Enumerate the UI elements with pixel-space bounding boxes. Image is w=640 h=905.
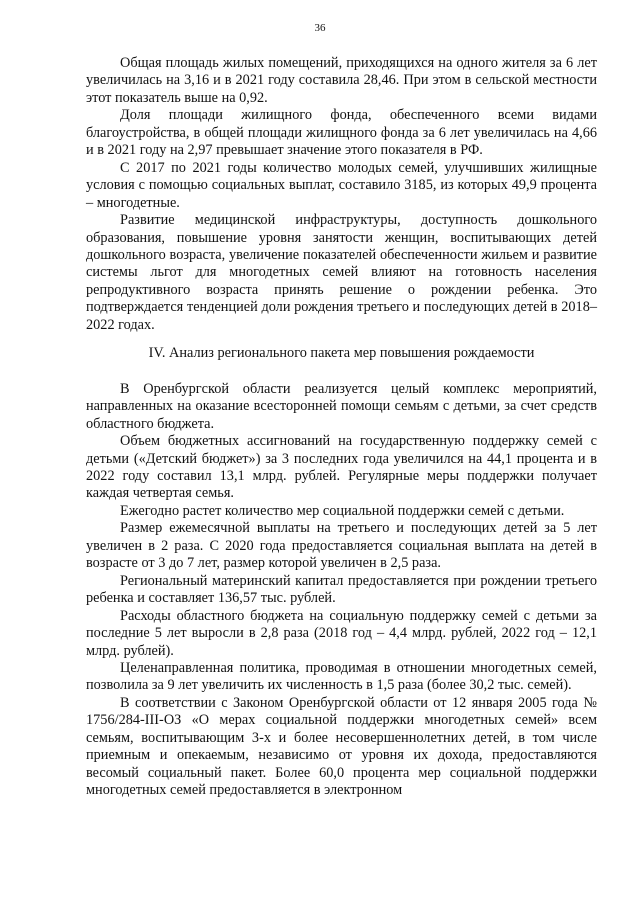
page-body bbox=[86, 55, 597, 800]
page-number: 36 bbox=[314, 22, 326, 34]
paragraph-budget-expenses: Расходы областного бюджета на социальную поддержку семей с детьми за последние 5 лет выросли в 2,8 раза (2018 год – 4,4 млрд. рублей, 2022 год – 12,1 млрд. рублей). bbox=[86, 607, 597, 659]
paragraph-housing-amenities: Доля площади жилищного фонда, обеспеченного всеми видами благоустройства, в общей площади жилищного фонда за 6 лет увеличилась на 4,66 и в 2021 году на 2,97 превышает значение этого показателя в РФ. bbox=[86, 107, 597, 159]
paragraph-birth-factors: Развитие медицинской инфраструктуры, доступность дошкольного образования, повышение уровня занятости женщин, воспитывающих детей дошкольного возраста, увеличение показателей обеспеченности жильем и развитие системы льгот для многодетных семей влияют на готовность населения репродуктивного возраста принять решение о рождении ребенка. Это подтверждается тенденцией доли рождения третьего и последующих детей в 2018– 2022 годах. bbox=[86, 212, 597, 333]
paragraph-regional-measures: В Оренбургской области реализуется целый комплекс мероприятий, направленных на оказание всесторонней помощи семьям с детьми, за счет средств областного бюджета. bbox=[86, 380, 597, 432]
paragraph-support-growth: Ежегодно растет количество мер социальной поддержки семей с детьми. bbox=[120, 502, 565, 519]
paragraph-regional-law: В соответствии с Законом Оренбургской области от 12 января 2005 года № 1756/284-III-ОЗ «О мерах социальной поддержки многодетных семей» всем семьям, воспитывающим 3-х и более несовершеннолетних детей, в том числе приемным и опекаемым, независимо от уровня их дохода, предоставляются весомый социальный пакет. Более 60,0 процента мер социальной поддержки многодетных семей предоставляется в электронном bbox=[86, 694, 597, 799]
paragraph-living-space: Общая площадь жилых помещений, приходящихся на одного жителя за 6 лет увеличилась на 3,16 и в 2021 году составила 28,46. При этом в сельской местности этот показатель выше на 0,92. bbox=[86, 55, 597, 106]
paragraph-maternity-capital: Региональный материнский капитал предоставляется при рождении третьего ребенка и составляет 136,57 тыс. рублей. bbox=[86, 572, 597, 607]
paragraph-young-families: С 2017 по 2021 годы количество молодых семей, улучшивших жилищные условия с помощью социальных выплат, составило 3185, из которых 49,9 процента – многодетные. bbox=[86, 159, 597, 211]
paragraph-child-budget: Объем бюджетных ассигнований на государственную поддержку семей с детьми («Детский бюджет») за 3 последних года увеличился на 44,1 процента и в 2022 году составил 13,1 млрд. рублей. Регулярные меры поддержки получает каждая четвертая семья. bbox=[86, 433, 597, 502]
paragraph-large-families-policy: Целенаправленная политика, проводимая в отношении многодетных семей, позволила за 9 лет увеличить их численность в 1,5 раза (более 30,2 тыс. семей). bbox=[86, 659, 597, 694]
section-heading: IV. Анализ регионального пакета мер повышения рождаемости bbox=[148, 345, 535, 362]
paragraph-monthly-payment: Размер ежемесячной выплаты на третьего и последующих детей за 5 лет увеличен в 2 раза. С 2020 года предоставляется социальная выплата на детей в возрасте от 3 до 7 лет, размер которой увеличен в 2,5 раза. bbox=[86, 520, 597, 572]
